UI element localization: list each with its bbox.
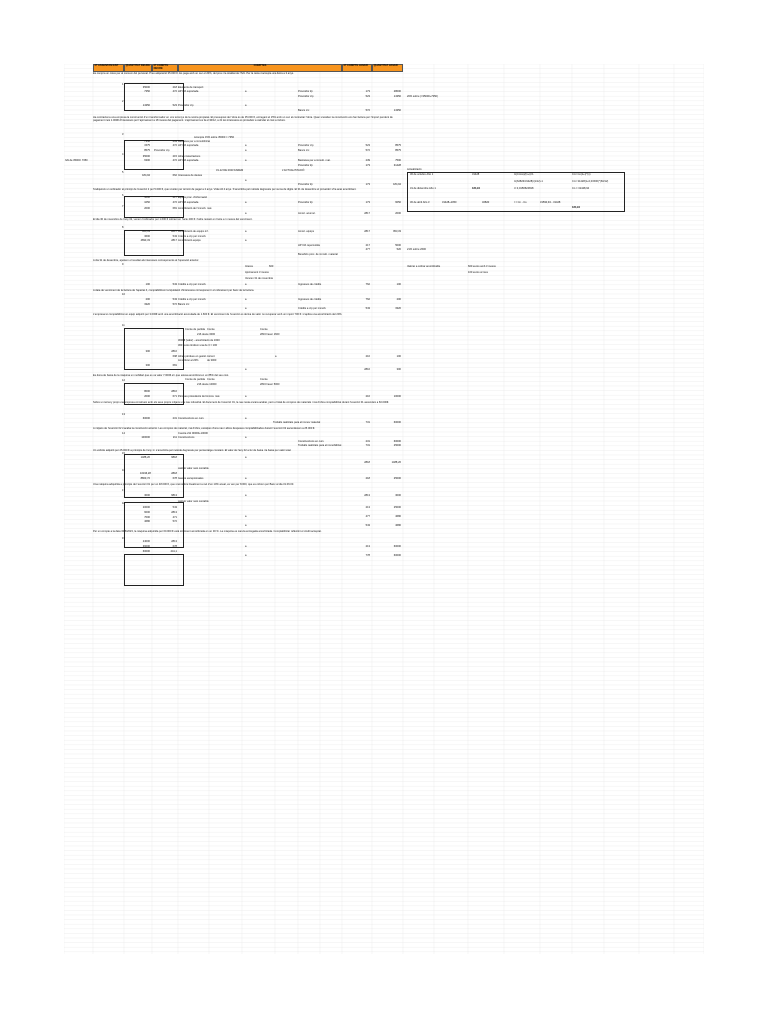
header-compte-haver[interactable]: Nº COMPTE HAVER (342, 64, 372, 72)
connector[interactable]: a (245, 494, 247, 497)
calc-cell: 31 de diciembre Año 1 (410, 187, 436, 190)
note[interactable]: 216 deute 3000 (197, 333, 216, 336)
account-debit[interactable]: 472 (172, 90, 177, 93)
connector[interactable]: a (245, 90, 247, 93)
note[interactable]: Comte (207, 378, 215, 381)
calc-cell: 31428+1050 (442, 201, 457, 204)
amount-credit[interactable]: 25000 (393, 444, 401, 447)
statement-2[interactable]: Ha contractat a una empresa la construcció d’un transformador en uns terrenys de la nostra propietat. El pressupost de l’obra és de 35.000 €, entregant el 15% amb un xec al contractar l’obra. Quan s’acaben la construcció ens fan factura per l’import pendent de pagament més 1.000€ d’interessos per l’ajornament a 18 mesos del pagament. L’ajornament es fa el 30/12, a 21 les interessos es procedeix a calcular el cost a inclure. (93, 116, 393, 123)
note[interactable]: Ajornament 3 mesos (245, 271, 269, 274)
account-name[interactable]: Beneficis proc. de immob. material (298, 253, 338, 256)
connector[interactable]: a (245, 212, 247, 215)
connector[interactable]: a (245, 149, 247, 152)
account-name[interactable]: Construccions en curs (298, 440, 324, 443)
amount-credit[interactable]: 28000 (393, 90, 401, 93)
connector[interactable]: a (245, 477, 247, 480)
account-name[interactable]: Amortització equips (178, 239, 201, 242)
account-debit[interactable]: 543 (172, 506, 177, 509)
note[interactable]: Acompte 15% sobre 35000 = 7350 (194, 136, 235, 139)
account-name[interactable]: Construccions (178, 436, 195, 439)
header-comptes[interactable]: COMPTES (178, 64, 342, 72)
account-debit[interactable]: 471 (172, 516, 177, 519)
entry-number[interactable]: 15 (122, 452, 125, 455)
account-debit[interactable]: 2817 (171, 239, 177, 242)
amount-debit[interactable]: 3320 (144, 303, 150, 306)
amount-debit[interactable]: 1575 (144, 144, 150, 147)
connector[interactable]: a (245, 201, 247, 204)
note[interactable]: L’ACTUALITZACIÓ (282, 169, 305, 172)
account-credit[interactable]: 731 (365, 421, 370, 424)
account-credit[interactable]: 173 (365, 164, 370, 167)
account-credit[interactable]: 213 (365, 545, 370, 548)
entry-number[interactable]: 11 (122, 324, 125, 327)
amount-credit[interactable]: 6050 (395, 201, 401, 204)
amount-credit[interactable]: 10000 (393, 395, 401, 398)
entry-number[interactable]: 6 (122, 194, 124, 197)
account-credit[interactable]: 231 (365, 440, 370, 443)
entry-number[interactable]: 18 (122, 502, 125, 505)
account-debit[interactable]: 678 (172, 477, 177, 480)
account-debit[interactable]: 2816 (171, 390, 177, 393)
note[interactable]: 3000€ (valor) - amortització de 1600 (178, 339, 220, 342)
entry-number[interactable]: 17 (122, 489, 125, 492)
account-name[interactable]: Treballs realitzats para el immobilitzat (298, 444, 342, 447)
entry-number[interactable]: 9 (122, 263, 124, 266)
note[interactable]: 300 euros tindrem una de 3 = 100 (178, 344, 218, 347)
amount-debit[interactable]: 100 (145, 283, 150, 286)
account-debit[interactable]: 543 (172, 298, 177, 301)
amount-debit[interactable]: 35000 (142, 86, 150, 89)
connector[interactable]: a (245, 298, 247, 301)
account-name[interactable]: Proveïdor l/p (298, 164, 313, 167)
account-name[interactable]: Construccions en curs (178, 417, 204, 420)
account-name[interactable]: Elements de transport (178, 86, 204, 89)
account-name[interactable]: Proveïdor l/p (298, 183, 313, 186)
account-credit[interactable]: 572 (365, 109, 370, 112)
account-debit[interactable]: 6813 (171, 494, 177, 497)
calc-cell: 30 de octubre Año 1 (410, 173, 434, 176)
connector[interactable]: a (245, 515, 247, 518)
account-name[interactable]: Altres instal·lacions (178, 155, 201, 158)
amount-debit[interactable]: 3600 (144, 235, 150, 238)
calc-cell: In(62823/31428)/(1/12)-1 (514, 180, 543, 183)
amount-debit[interactable]: 8575 (144, 149, 150, 152)
entry-number[interactable]: 1 (122, 83, 124, 86)
amount-debit[interactable]: 24000 (142, 540, 150, 543)
account-name[interactable]: Equips proc. d’informació (178, 196, 208, 199)
account-credit[interactable]: 216 (365, 355, 370, 358)
amount-credit[interactable]: 4680 (395, 515, 401, 518)
account-name[interactable]: HP IVA suportada (178, 159, 199, 162)
account-debit[interactable]: 2813 (171, 540, 177, 543)
amount-credit[interactable]: 300 (396, 368, 401, 371)
account-debit[interactable]: 662 (172, 174, 177, 177)
connector[interactable]: a (245, 230, 247, 233)
account-debit[interactable]: 2818 (171, 472, 177, 475)
calc-cell: In(Cn/co)/(1+i)=1 (514, 173, 534, 176)
account-debit[interactable]: 681 (172, 364, 177, 367)
amount-credit[interactable]: 200 (396, 298, 401, 301)
amount-credit[interactable]: 3320 (395, 307, 401, 310)
account-name[interactable]: Amort. equips (298, 230, 315, 233)
account-name[interactable]: Proveïdor c/p (154, 149, 170, 152)
account-credit[interactable]: 523 (365, 144, 370, 147)
account-name[interactable]: Amortització de l’immob. mat. (178, 207, 213, 210)
amount-credit[interactable]: 25000 (393, 506, 401, 509)
account-credit[interactable]: 173 (365, 183, 370, 186)
account-name[interactable]: Crèdits a c/p per immob. (178, 298, 207, 301)
account-debit[interactable]: 572 (172, 303, 177, 306)
entry-number[interactable]: 5 (122, 171, 124, 174)
account-debit[interactable]: 217 (172, 196, 177, 199)
calc-cell: 31428 (472, 173, 480, 176)
entry-number[interactable]: 19 (122, 537, 125, 540)
note[interactable]: Comte (207, 328, 215, 331)
account-credit[interactable]: 543 (365, 307, 370, 310)
account-credit[interactable]: 216 (365, 395, 370, 398)
amount-debit[interactable]: 4893,33 (140, 239, 150, 242)
calc-panel-title: Actualització (407, 168, 422, 171)
account-debit[interactable]: 2813 (171, 511, 177, 514)
calc-cell: 184,94 (472, 187, 480, 190)
amount-debit[interactable]: 6000 (144, 511, 150, 514)
account-name[interactable]: Crèdits a c/p per immob. (178, 235, 207, 238)
entry-number[interactable]: 13 (122, 413, 125, 416)
entry-box-8 (124, 230, 184, 256)
account-credit[interactable]: 2813 (364, 494, 370, 497)
amount-debit[interactable]: 4680 (144, 520, 150, 523)
account-name[interactable]: Crèdits a c/p per immob. (178, 283, 207, 286)
amount-credit[interactable]: 8575 (395, 149, 401, 152)
account-debit[interactable]: 2816 (171, 350, 177, 353)
connector[interactable]: a (245, 368, 247, 371)
note[interactable]: Interes (245, 265, 253, 268)
account-debit[interactable]: 239 (172, 140, 177, 143)
calc-cell: i= 0,0150524818 (514, 187, 534, 190)
amount-debit[interactable]: 35000 (142, 155, 150, 158)
entry-number[interactable]: 12 (122, 379, 125, 382)
amount-credit[interactable]: 60000 (393, 421, 401, 424)
calc-cell: Cn= Co(1+i)^(n) (572, 173, 591, 176)
account-name[interactable]: HP IVA suportada (178, 201, 199, 204)
account-credit[interactable]: 523 (365, 95, 370, 98)
amount-credit[interactable]: 4680 (395, 524, 401, 527)
header-quantitat-haver[interactable]: QUANTITAT HAVER (372, 64, 403, 72)
calc-panel (407, 172, 625, 212)
amount-debit[interactable]: 60000 (142, 417, 150, 420)
note[interactable]: calculo valor neto contable (178, 500, 209, 503)
account-debit[interactable]: 472 (172, 144, 177, 147)
account-debit[interactable]: 2817 (171, 230, 177, 233)
account-name[interactable]: Bancs c/c (298, 149, 310, 152)
amount-debit[interactable]: 1050 (144, 201, 150, 204)
entry-box-15 (124, 454, 184, 498)
amount-debit[interactable]: 953,33 (142, 230, 150, 233)
amount-debit[interactable]: 7350 (144, 140, 150, 143)
account-credit[interactable]: 477 (365, 515, 370, 518)
calc-cell: Cn= 31428(1+0,01506)^(60/12) (572, 180, 609, 183)
note[interactable]: Amortitzar al 20% (178, 359, 199, 362)
amount-credit[interactable]: 3000 (395, 494, 401, 497)
calc-cell: I = Cn - Co (514, 201, 527, 204)
statement-5[interactable]: A dia 31 de desembre, ajustem el resultat als interessos corresponents al l’operació anterior. (93, 259, 200, 262)
calc-cell: Cn = 31428,94 (572, 187, 590, 190)
note[interactable]: 21% sobre 2600 (407, 248, 426, 251)
amount-debit[interactable]: 8000 (144, 390, 150, 393)
amount-debit[interactable]: 16196,28 (140, 472, 151, 475)
account-debit[interactable]: 472 (172, 201, 177, 204)
account-debit[interactable]: 678 (172, 545, 177, 548)
statement-12[interactable]: Una màquina adquirida a principis de l’exercici 01 per un 48.000 €, que s’amortitza linealment a raó d’un 10% anual, es ven per 8.000, que es cobren per Banc al dia 31.06.03. (93, 483, 294, 486)
amount-credit[interactable]: 5000 (395, 244, 401, 247)
note[interactable]: Vencen 31 de novembre (245, 277, 274, 280)
account-name[interactable]: Bestretes per a immob. mat. (298, 159, 331, 162)
header-quantitat-deure[interactable]: QUANTITAT DEURE (124, 64, 152, 72)
connector[interactable]: a (245, 545, 247, 548)
account-name[interactable]: Ingressos de crèdits (298, 298, 322, 301)
account-name[interactable]: Proveïdor l/p (298, 201, 313, 204)
account-credit[interactable]: 762 (365, 283, 370, 286)
header-compte-deure[interactable]: Nº COMPTE DEURE (152, 64, 178, 72)
statement-1[interactable]: Es compra un cotxe per al consum del personal. Preu adquisició 35.000 €. Es paga amb un xec el 20%, del preu i la totalitat de l’IVA. Per la resta s’accepta una lletra a 3 anys. (93, 72, 294, 75)
account-name[interactable]: Proveïdor c/p (178, 104, 194, 107)
connector[interactable]: a (245, 239, 247, 242)
amount-credit[interactable]: 7500 (395, 159, 401, 162)
connector[interactable]: a (245, 417, 247, 420)
statement-13[interactable]: Per un compte a la data 30/6/2023, la màquina adquirida per 60.000 € està totalment amortitzada en un 30 %. La màquina es canvia entregada amortitzada. Comptabilitzar reflectint el crèdit acceptat. (93, 530, 322, 533)
entry-number[interactable]: 2 (122, 100, 124, 103)
calc-cell: 30 de abril Año 3 (410, 201, 430, 204)
amount-credit[interactable]: 25000 (393, 477, 401, 480)
amount-credit[interactable]: 31428 (393, 164, 401, 167)
amount-debit[interactable]: 14350 (142, 104, 150, 107)
account-name[interactable]: HP IVA repercutida (298, 244, 320, 247)
account-debit[interactable]: 472 (172, 159, 177, 162)
account-debit[interactable]: 671 (172, 395, 177, 398)
connector[interactable]: a (275, 355, 277, 358)
entry-number[interactable]: 8 (122, 226, 124, 229)
amount-credit[interactable]: 2000 (395, 212, 401, 215)
entry-number[interactable]: 10 (122, 293, 125, 296)
note[interactable]: 216 deute 10000 (197, 383, 217, 386)
calc-cell: 184,94 (572, 206, 580, 209)
note[interactable]: 600 euros amb 3 mesos (468, 265, 496, 268)
statement-8[interactable]: Es dona de baixa de la màquina un mobiliari que es va valor 7.000€ el i que estava amortitzat en un 85% del seu cost. (93, 374, 229, 377)
account-credit[interactable]: 731 (365, 444, 370, 447)
connector[interactable]: a (245, 283, 247, 286)
account-name[interactable]: Altres pèrdues en gestió corrent (178, 355, 215, 358)
note[interactable]: calculo valor neto contable (178, 467, 209, 470)
account-debit[interactable]: 211 (172, 436, 177, 439)
account-debit[interactable]: 543 (172, 235, 177, 238)
amount-credit[interactable]: 8575 (395, 144, 401, 147)
amount-debit[interactable]: 300 (145, 364, 150, 367)
amount-credit[interactable]: 100 (396, 355, 401, 358)
account-name[interactable]: Proveïdor l/p (298, 90, 313, 93)
connector[interactable]: a (245, 144, 247, 147)
connector[interactable]: a (245, 159, 247, 162)
account-name[interactable]: Crèdits a c/p per immob. (298, 307, 327, 310)
account-name[interactable]: Ingressos de crèdits (298, 283, 322, 286)
note[interactable]: 2816 haver 1600 (260, 333, 280, 336)
amount-credit[interactable]: 60000 (393, 554, 401, 557)
calc-cell: 31590,94 - 31428 (540, 201, 561, 204)
amount-credit[interactable]: 953,33 (393, 230, 401, 233)
header-assentament[interactable]: Nº ASSENTAM ENT (93, 64, 124, 72)
note[interactable]: Valorar a cobrar amortitzable (407, 265, 441, 268)
account-credit[interactable]: 173 (365, 201, 370, 204)
note[interactable]: Cuenta 211 90000+10000 (178, 432, 208, 435)
amount-debit[interactable]: 2000 (144, 207, 150, 210)
entry-number[interactable]: 4 (122, 153, 124, 156)
account-debit[interactable]: 698 (172, 355, 177, 358)
amount-credit[interactable]: 60000 (393, 440, 401, 443)
account-name[interactable]: HP IVA suportada (178, 90, 199, 93)
amount-credit[interactable]: 14350 (393, 95, 401, 98)
account-debit[interactable]: 215 (172, 155, 177, 158)
amount-debit[interactable]: 60000 (142, 550, 150, 553)
entry-number[interactable]: 16 (122, 469, 125, 472)
account-credit[interactable]: 762 (365, 298, 370, 301)
note[interactable]: 20% sobre (=35000+7350) (407, 95, 438, 98)
amount-debit[interactable]: 300 (145, 350, 150, 353)
statement-4[interactable]: El dia 30 de novembre de l’any 02, venem l’ordinador per 1.600 € cobrant en l’acte 200 € i l’altre restant en l’acte a 1 mesos del venciment. (93, 218, 253, 221)
account-debit[interactable]: 6818 (171, 456, 177, 459)
connector[interactable]: a (245, 456, 247, 459)
account-name[interactable]: Bestretes per a immobilitzat (178, 140, 211, 143)
note[interactable]: 2816 haver 5000 (260, 383, 280, 386)
amount-credit[interactable]: 14350 (393, 109, 401, 112)
account-name[interactable]: Gastos excepcionales (178, 477, 204, 480)
statement-9[interactable]: Sobre un terreny propi una empresa construeix amb els seus propis mitjans una nau industrial. El document de l’exercici 01, la nau resta encara acabar, però el total de compres de materials i mà d’obra comptabilitzat durant l’exercici 01 ascendeix a 60.000€. (93, 401, 389, 404)
note[interactable]: 31-12 DE 2023 FAREM (216, 169, 244, 172)
account-name[interactable]: Amortització de equips inf. (178, 230, 209, 233)
connector[interactable]: a (245, 395, 247, 398)
amount-debit[interactable]: 7000 (144, 516, 150, 519)
note[interactable]: Comte de partida (185, 328, 205, 331)
amount-debit[interactable]: 5000 (144, 196, 150, 199)
statement-3[interactable]: S’adquireix un ordinador al principi de l’exercici 2 per 5.000 €, que s’estén per termini de pagar a 2 anys. Vida útil 4 anys. S’amortitza pel mètode degressiu per suma de dígits. El 31 de desembre el proveïdor s’ha anat amortitzant. (93, 188, 357, 191)
account-credit[interactable]: 173 (365, 90, 370, 93)
connector[interactable]: a (245, 307, 247, 310)
calc-cell: 32820 (482, 201, 490, 204)
note[interactable]: IVA de 35000: 7350 (65, 159, 88, 162)
account-name[interactable]: HP IVA suportada (178, 144, 199, 147)
amount-credit[interactable]: 520 (396, 248, 401, 251)
amount-credit[interactable]: 1488,26 (391, 461, 401, 464)
account-credit[interactable]: 2818 (364, 461, 370, 464)
account-credit[interactable]: 2817 (364, 230, 370, 233)
account-name[interactable]: Bancs c/c (178, 303, 190, 306)
amount-debit[interactable]: 8803,72 (140, 477, 150, 480)
note[interactable]: Comte de partida (185, 378, 205, 381)
note[interactable]: 600 (269, 265, 274, 268)
amount-debit[interactable]: 200 (145, 298, 150, 301)
account-debit[interactable]: 218 (172, 86, 177, 89)
account-credit[interactable]: 572 (365, 149, 370, 152)
amount-debit[interactable]: 100000 (141, 436, 150, 439)
connector[interactable]: a (245, 179, 247, 182)
account-credit[interactable]: 543 (365, 524, 370, 527)
amount-debit[interactable]: 1488,26 (140, 456, 150, 459)
account-credit[interactable]: 217 (365, 244, 370, 247)
account-name[interactable]: Amort. acumul. (298, 212, 316, 215)
note[interactable]: Comte (260, 378, 268, 381)
amount-credit[interactable]: 184,94 (393, 183, 401, 186)
account-credit[interactable]: 778 (365, 554, 370, 557)
account-debit[interactable]: 572 (172, 520, 177, 523)
connector[interactable]: a (245, 436, 247, 439)
account-credit[interactable]: 2817 (364, 212, 370, 215)
account-credit[interactable]: 218 (365, 477, 370, 480)
note[interactable]: Comte (260, 328, 268, 331)
account-debit[interactable]: 523 (172, 104, 177, 107)
amount-credit[interactable]: 60000 (393, 545, 401, 548)
amount-debit[interactable]: 184,94 (142, 174, 150, 177)
amount-debit[interactable]: 2000 (144, 395, 150, 398)
amount-debit[interactable]: 6300 (144, 159, 150, 162)
entry-box-19 (124, 554, 184, 586)
entry-number[interactable]: 7 (122, 205, 124, 208)
account-debit[interactable]: 231 (172, 417, 177, 420)
account-name[interactable]: Interessos de deutes (178, 174, 203, 177)
amount-debit[interactable]: 36000 (142, 545, 150, 548)
amount-credit[interactable]: 100 (396, 283, 401, 286)
spreadsheet (64, 64, 704, 954)
account-credit[interactable]: 239 (365, 159, 370, 162)
note[interactable]: 100 euros al mes (468, 271, 488, 274)
connector[interactable]: a (245, 524, 247, 527)
account-name[interactable]: Proveïdor c/p (298, 95, 314, 98)
account-name[interactable]: Treballs realitzats para el immov material (273, 421, 321, 424)
note[interactable]: de 3000 (207, 359, 217, 362)
account-name[interactable]: Bancs c/c (298, 109, 310, 112)
account-debit[interactable]: 681 (172, 207, 177, 210)
statement-7[interactable]: L’empresa té comptabilitzat un equip adquirit per 3.000€ amb una amortització acumulada de 1.600 €. El venciment de l’exercici es deriva de valor no recuperar amb un import 700 € i s’aplica una amortització del 20%. (93, 313, 343, 316)
account-name[interactable]: Proveïdor c/p (298, 144, 314, 147)
statement-11[interactable]: Un vehicle adquirit per 25.000 € a principis de l’any 1 i s’amortitza pel mètode degressiu per percentatge constant. El valor de l’any 02 a fer de baixa i la baixa per valor total. (93, 449, 292, 452)
account-debit[interactable]: 543 (172, 283, 177, 286)
amount-debit[interactable]: 20000 (142, 506, 150, 509)
amount-debit[interactable]: 3000 (144, 494, 150, 497)
statement-6[interactable]: A data de venciment de la factura de l’apartat 4, comptabilitzem la liquidació d’interessos corresponent i el cobrament per banc de la factura. (93, 289, 255, 292)
amount-debit[interactable]: 7350 (144, 90, 150, 93)
account-credit[interactable]: 213 (365, 506, 370, 509)
entry-number[interactable]: 14 (122, 432, 125, 435)
account-debit[interactable]: 441,1 (170, 550, 177, 553)
connector[interactable]: a (245, 554, 247, 557)
connector[interactable]: a (245, 104, 247, 107)
account-name[interactable]: Pèrdues procedents del immov. mat. (178, 395, 221, 398)
statement-10[interactable]: A mitjans de l’exercici 02 s’acaba la construcció anterior. Les compres de material, mà d’obra, escalpes d’una nau i altres despeses comptabilitzades durant l’exercici 02 ascendeixen a 25.000 €. (93, 427, 316, 430)
entry-number[interactable]: 3 (122, 133, 124, 136)
account-credit[interactable]: 477 (365, 248, 370, 251)
account-credit[interactable]: 2816 (364, 368, 370, 371)
